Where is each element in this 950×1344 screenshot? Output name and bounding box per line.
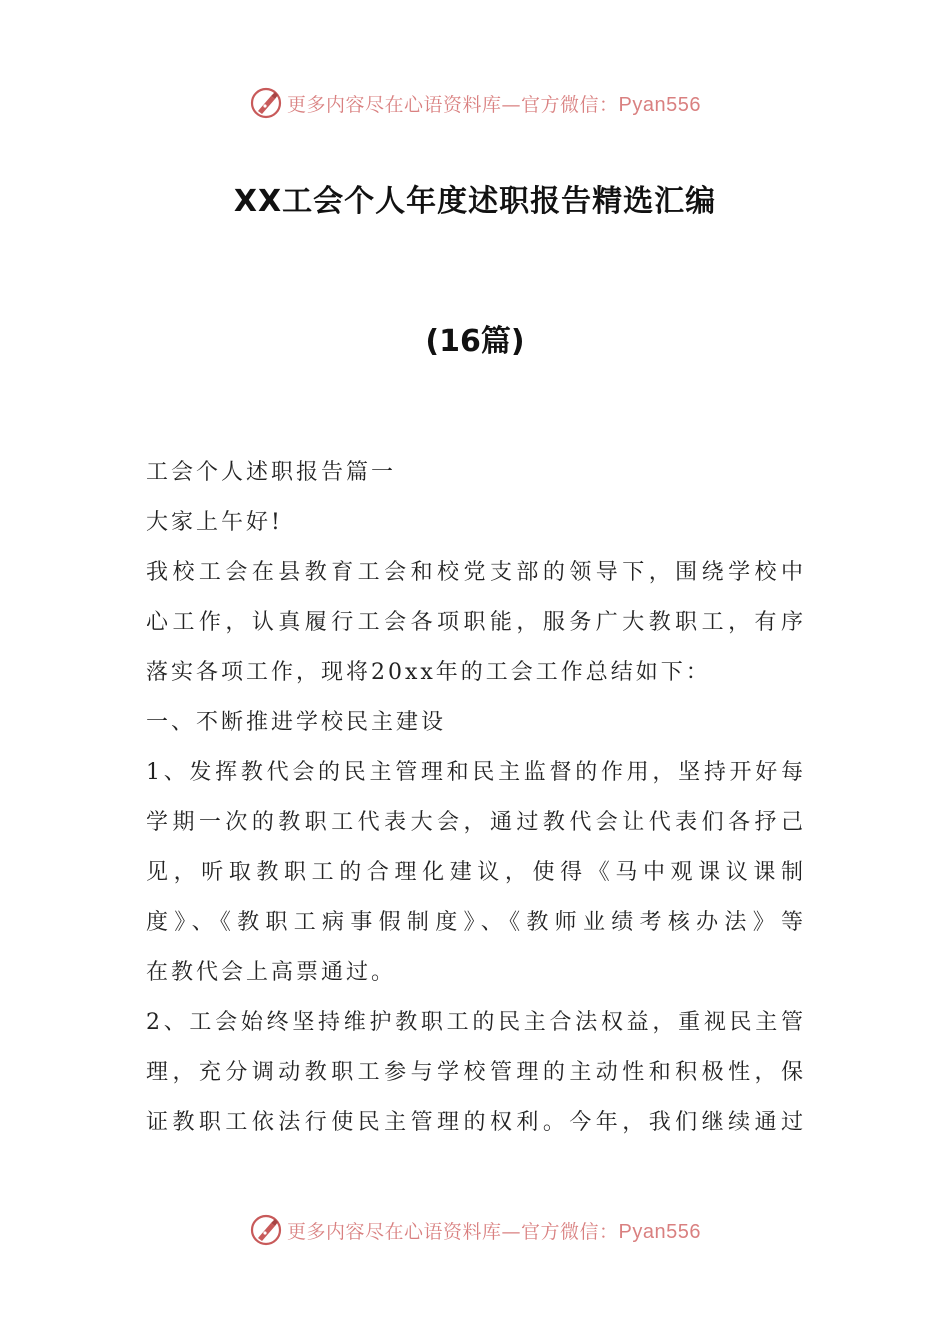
greeting-line: 大家上午好! <box>146 510 283 535</box>
watermark-text: 更多内容尽在心语资料库—官方微信：Pyan556 <box>287 93 701 116</box>
watermark-wechat-id: Pyan556 <box>618 1220 701 1243</box>
paragraph-line: 心工作，认真履行工会各项职能，服务广大教职工，有序 <box>146 610 806 635</box>
watermark-text: 更多内容尽在心语资料库—官方微信：Pyan556 <box>287 1220 701 1243</box>
document-body <box>146 448 806 1148</box>
document-subtitle: (16篇) <box>425 324 525 359</box>
paragraph-line: 2、工会始终坚持维护教职工的民主合法权益，重视民主管 <box>146 1010 806 1035</box>
watermark-banner-bottom <box>0 1210 950 1250</box>
subsection-heading: 一、不断推进学校民主建设 <box>146 710 447 735</box>
section-heading: 工会个人述职报告篇一 <box>146 460 397 485</box>
paragraph-line: 我校工会在县教育工会和校党支部的领导下，围绕学校中 <box>146 560 806 585</box>
paragraph-line: 见，听取教职工的合理化建议，使得《马中观课议课制 <box>146 860 806 885</box>
paragraph-line: 证教职工依法行使民主管理的权利。今年，我们继续通过 <box>146 1110 806 1135</box>
watermark-banner-top <box>0 83 950 123</box>
pen-nib-circle-icon <box>249 86 283 120</box>
paragraph-line: 学期一次的教职工代表大会，通过教代会让代表们各抒己 <box>146 810 806 835</box>
paragraph-line: 理，充分调动教职工参与学校管理的主动性和积极性，保 <box>146 1060 806 1085</box>
paragraph-line: 度》、《教职工病事假制度》、《教师业绩考核办法》等 <box>146 910 806 935</box>
pen-nib-circle-icon <box>249 1213 283 1247</box>
paragraph-line: 在教代会上高票通过。 <box>146 960 397 985</box>
paragraph-line: 落实各项工作，现将20xx年的工会工作总结如下： <box>146 660 711 685</box>
paragraph-line: 1、发挥教代会的民主管理和民主监督的作用，坚持开好每 <box>146 760 806 785</box>
watermark-wechat-id: Pyan556 <box>618 93 701 116</box>
document-title: XX工会个人年度述职报告精选汇编 <box>233 184 717 219</box>
